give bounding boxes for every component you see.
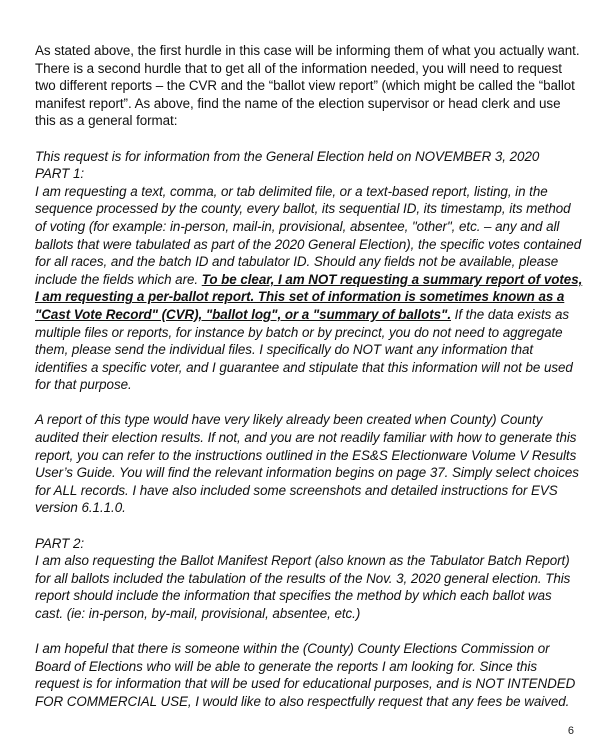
paragraph-spacer [35, 394, 583, 412]
part1-paragraph [35, 183, 583, 394]
part2-paragraph: I am also requesting the Ballot Manifest Report (also known as the Tabulator Batch Report) for all ballots included the tabulation of the results of the Nov. 3, 2020 general election. This report should include the information that specifies the method by which each ballot was cast. (ie: in-person, by-mail, provisional, absentee, etc.) [35, 553, 571, 621]
page-number: 6 [567, 725, 574, 737]
document-body [35, 42, 583, 711]
part1-heading: PART 1: [35, 166, 85, 182]
closing-paragraph: I am hopeful that there is someone within the (County) County Elections Commission or Board of Elections who will be able to generate the reports I am looking for. Since this request is for information that will be used for educational purposes, and is NOT INTENDED FOR COMMERCIAL USE, I would like to also respectfully request that any fees be waived. [35, 641, 576, 709]
paragraph-spacer [35, 517, 583, 535]
paragraph-spacer [35, 130, 583, 148]
part1-emphasis: To be clear, I am NOT requesting a summary report of votes, I am requesting a per-ballot report. This set of information is sometimes known as a "Cast Vote Record" (CVR), "ballot log", or a "summary of ballots". [35, 271, 583, 322]
part2-heading: PART 2: [35, 535, 85, 551]
request-line: This request is for information from the General Election held on NOVEMBER 3, 2020 [35, 148, 540, 164]
intro-paragraph: As stated above, the first hurdle in this case will be informing them of what you actually want. There is a second hurdle that to get all of the information needed, you will need to request two different reports – the CVR and the “ballot view report” (which might be called the “ballot manifest report”. As above, find the name of the election supervisor or head clerk and use this as a general format: [35, 43, 580, 129]
part1-text-a: I am requesting a text, comma, or tab delimited file, or a text-based report, listing, in the sequence processed by the county, every ballot, its sequential ID, its timestamp, its method of voting (for example: in-person, mail-in, provisional, absentee, "other", etc. – any and all ballots that were tabulated as part of the 2020 General Election), the specific votes contained for all races, and the batch ID and tabulator ID. Should any fields not be available, please include the fields which are. [35, 183, 582, 287]
report-paragraph: A report of this type would have very likely already been created when County) County audited their election results. If not, and you are not readily familiar with how to generate this report, you can refer to the instructions outlined in the ES&S Electionware Volume V Results User’s Guide. You will find the relevant information begins on page 37. Simply select choices for ALL records. I have also included some screenshots and detailed instructions for EVS version 6.1.1.0. [35, 412, 579, 516]
paragraph-spacer [35, 623, 583, 641]
part1-text-b: If the data exists as multiple files or reports, for instance by batch or by precinct, you do not need to aggregate them, please send the individual files. I specifically do NOT want any information that identifies a specific voter, and I guarantee and stipulate that this information will not be used for that purpose. [35, 306, 573, 393]
